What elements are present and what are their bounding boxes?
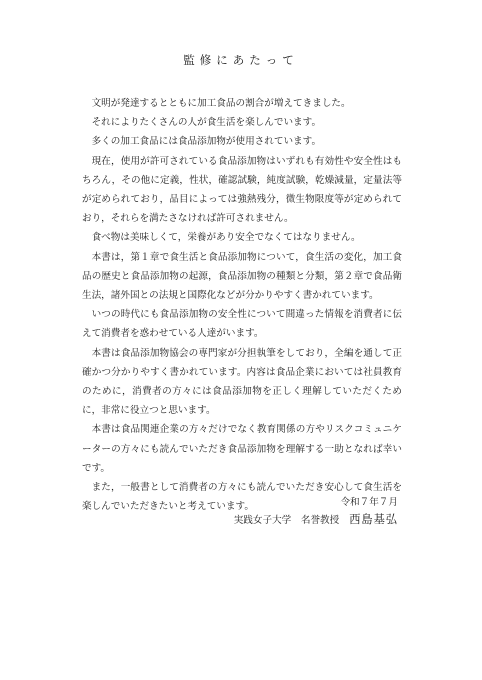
paragraph-2: それによりたくさんの人が食生活を楽しんでいます。	[91, 117, 322, 129]
author-affiliation: 実践女子大学 名誉教授	[233, 515, 340, 526]
paragraph-4: 現在，使用が許可されている食品添加物はいずれも有効性や安全性はもちろん，その他に定義，性状，確認試験，純度試験，乾燥減量，定量法等が定められており，品目によっては強熱残分，微生物限度等が定められており，それらを満たさなければ許可されません。	[82, 155, 402, 225]
body-text	[82, 94, 402, 516]
paragraph-3: 多くの加工食品には食品添加物が使用されています。	[91, 136, 322, 148]
closing-date: 令和７年７月	[340, 497, 398, 508]
signature-line	[234, 511, 398, 527]
paragraph-8: 本書は食品添加物協会の専門家が分担執筆をしており，全編を通して正確かつ分かりやすく書かれています。内容は食品企業においては社員教育のために，消費者の方々には食品添加物を正しく理解していただくために，非常に役立つと思います。	[82, 347, 402, 417]
paragraph-1: 文明が発達するとともに加工食品の割合が増えてきました。	[91, 98, 351, 109]
paragraph-6: 本書は，第１章で食生活と食品添加物について，食生活の変化，加工食品の歴史と食品添加物の起源，食品添加物の種類と分類，第２章で食品衛生法，諸外国との法規と国際化などが分かりやすく書かれています。	[82, 251, 402, 302]
author-name: 西島基弘	[349, 513, 398, 526]
paragraph-9: 本書は食品関連企業の方々だけでなく教育関係の方やリスクコミュニケーターの方々にも読んでいただき食品添加物を理解する一助となれば幸いです。	[82, 424, 402, 474]
paragraph-7: いつの時代にも食品添加物の安全性について間違った情報を消費者に伝えて消費者を惑わせている人達がいます。	[82, 309, 402, 340]
paragraph-5: 食べ物は美味しくて，栄養があり安全でなくてはなりません。	[91, 232, 361, 244]
page-title: 監修にあたって	[183, 53, 299, 67]
paragraph-10: また，一般書として消費者の方々にも読んでいただき安心して食生活を楽しんでいただきたいと考えています。	[82, 482, 402, 513]
